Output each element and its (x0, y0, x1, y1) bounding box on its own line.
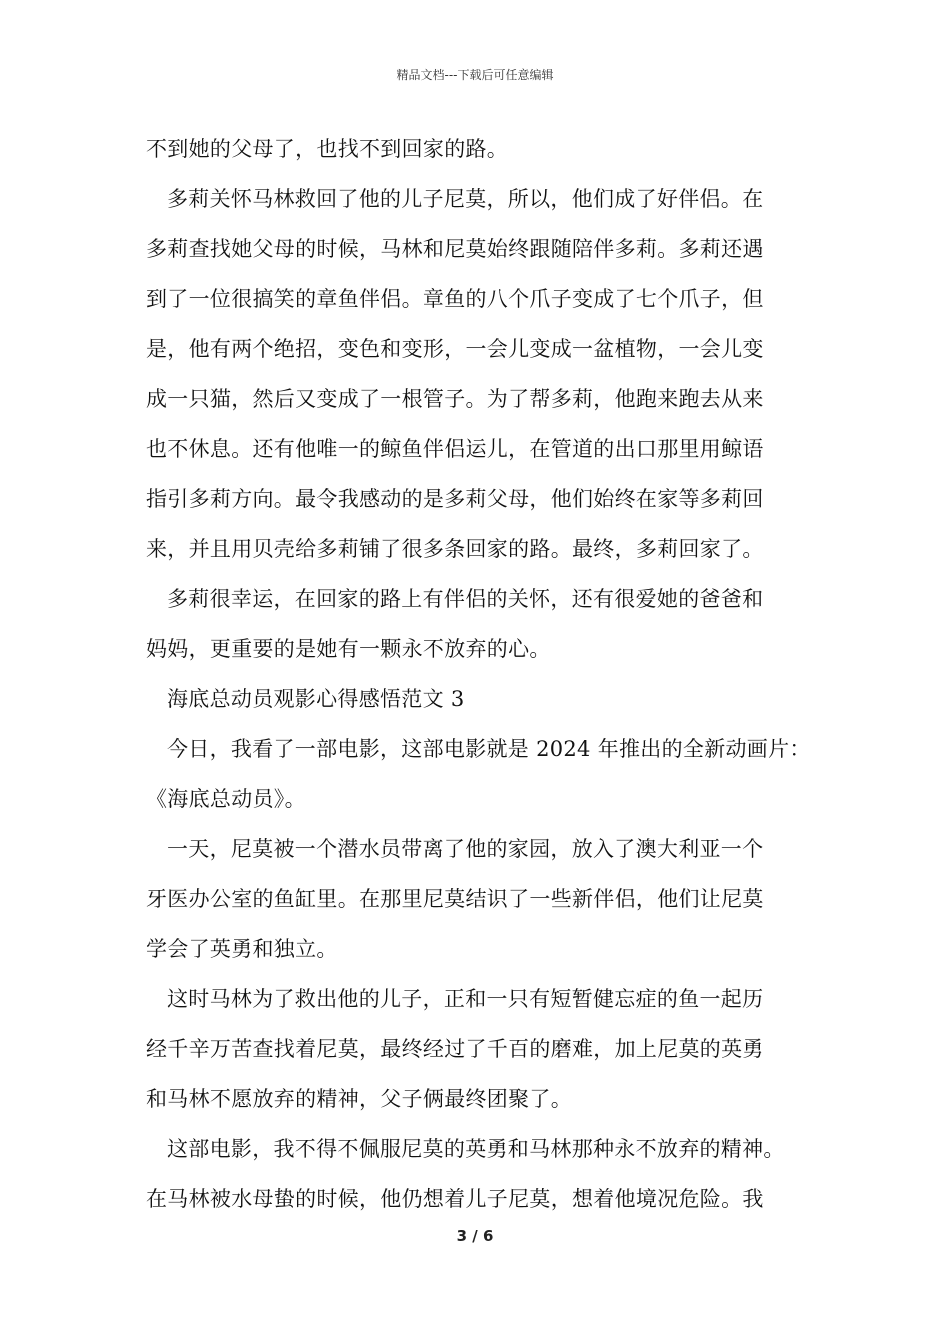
text-line: 《海底总动员》。 (146, 787, 306, 811)
document-body (146, 124, 811, 1224)
text-line: 到了一位很搞笑的章鱼伴侣。章鱼的八个爪子变成了七个爪子，但 (146, 287, 764, 311)
text-line: 经千辛万苦查找着尼莫，最终经过了千百的磨难，加上尼莫的英勇 (146, 1037, 764, 1061)
page-number: 3 / 6 (456, 1227, 494, 1245)
paragraph-start: 这部电影，我不得不佩服尼莫的英勇和马林那种永不放弃的精神。 (167, 1137, 785, 1161)
text-line: 学会了英勇和独立。 (146, 937, 338, 961)
paragraph-start: 这时马林为了救出他的儿子，正和一只有短暂健忘症的鱼一起历 (167, 987, 764, 1011)
page-header: 精品文档---下载后可任意编辑 (396, 68, 554, 82)
text-line: 多莉查找她父母的时候，马林和尼莫始终跟随陪伴多莉。多莉还遇 (146, 237, 764, 261)
text-line: 来，并且用贝壳给多莉铺了很多条回家的路。最终，多莉回家了。 (146, 537, 764, 561)
section-heading: 海底总动员观影心得感悟范文 3 (167, 687, 465, 711)
text-line: 也不休息。还有他唯一的鲸鱼伴侣运儿，在管道的出口那里用鲸语 (146, 437, 764, 461)
paragraph-start: 多莉关怀马林救回了他的儿子尼莫，所以，他们成了好伴侣。在 (167, 187, 764, 211)
paragraph-start: 一天，尼莫被一个潜水员带离了他的家园，放入了澳大利亚一个 (167, 837, 764, 861)
text-line: 在马林被水母蛰的时候，他仍想着儿子尼莫，想着他境况危险。我 (146, 1187, 764, 1211)
text-line: 指引多莉方向。最令我感动的是多莉父母，他们始终在家等多莉回 (146, 487, 764, 511)
text-line: 妈妈，更重要的是她有一颗永不放弃的心。 (146, 637, 551, 661)
text-line: 成一只猫，然后又变成了一根管子。为了帮多莉，他跑来跑去从来 (146, 387, 764, 411)
text-line: 和马林不愿放弃的精神，父子俩最终团聚了。 (146, 1087, 572, 1111)
paragraph-start: 今日，我看了一部电影，这部电影就是 2024 年推出的全新动画片： (167, 737, 811, 761)
text-line: 是，他有两个绝招，变色和变形，一会儿变成一盆植物，一会儿变 (146, 337, 764, 361)
text-line: 不到她的父母了，也找不到回家的路。 (146, 137, 509, 161)
text-line: 牙医办公室的鱼缸里。在那里尼莫结识了一些新伴侣，他们让尼莫 (146, 887, 764, 911)
paragraph-start: 多莉很幸运，在回家的路上有伴侣的关怀，还有很爱她的爸爸和 (167, 587, 764, 611)
